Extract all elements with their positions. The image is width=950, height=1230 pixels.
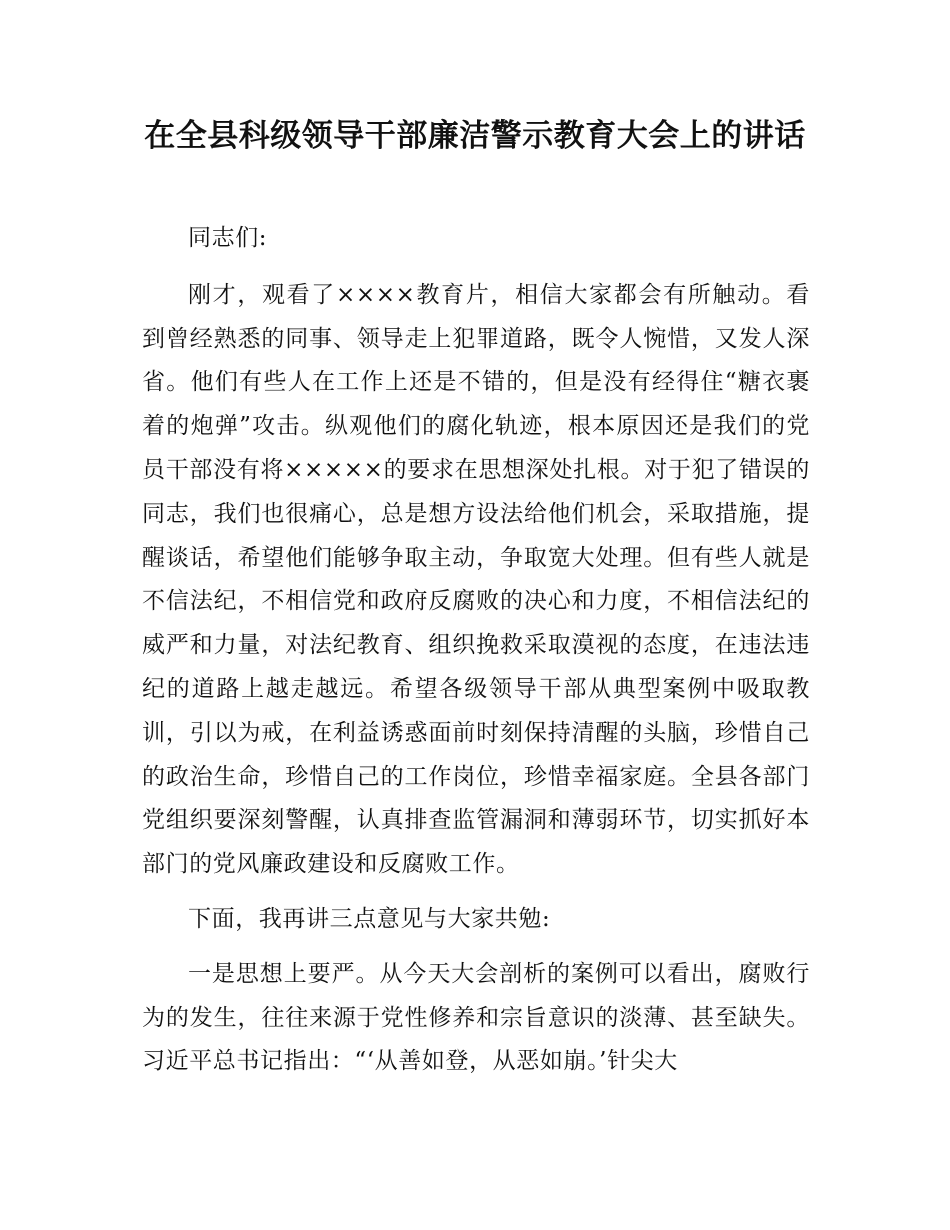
opening-paragraph: 刚才，观看了××××教育片，相信大家都会有所触动。看到曾经熟悉的同事、领导走上犯罪道路，既令人惋惜，又发人深省。他们有些人在工作上还是不错的，但是没有经得住“糖衣裹着的炮弹”攻击。纵观他们的腐化轨迹，根本原因还是我们的党员干部没有将×××××的要求在思想深处扎根。对于犯了错误的同志，我们也很痛心，总是想方设法给他们机会，采取措施，提醒谈话，希望他们能够争取主动，争取宽大处理。但有些人就是不信法纪，不相信党和政府反腐败的决心和力度，不相信法纪的威严和力量，对法纪教育、组织挽救采取漠视的态度，在违法违纪的道路上越走越远。希望各级领导干部从典型案例中吸取教训，引以为戒，在利益诱惑面前时刻保持清醒的头脑，珍惜自己的政治生命，珍惜自己的工作岗位，珍惜幸福家庭。全县各部门党组织要深刻警醒，认真排查监管漏洞和薄弱环节，切实抓好本部门的党风廉政建设和反腐败工作。	[142, 281, 810, 878]
point-one-paragraph: 一是思想上要严。从今天大会剖析的案例可以看出，腐败行为的发生，往往来源于党性修养和宗旨意识的淡薄、甚至缺失。习近平总书记指出：“‘从善如登，从恶如崩。’针尖大	[142, 960, 810, 1075]
document-body	[142, 217, 810, 1095]
document-title: 在全县科级领导干部廉洁警示教育大会上的讲话	[144, 118, 806, 154]
transition-paragraph: 下面，我再讲三点意见与大家共勉:	[188, 905, 551, 932]
greeting-paragraph: 同志们:	[188, 225, 268, 251]
